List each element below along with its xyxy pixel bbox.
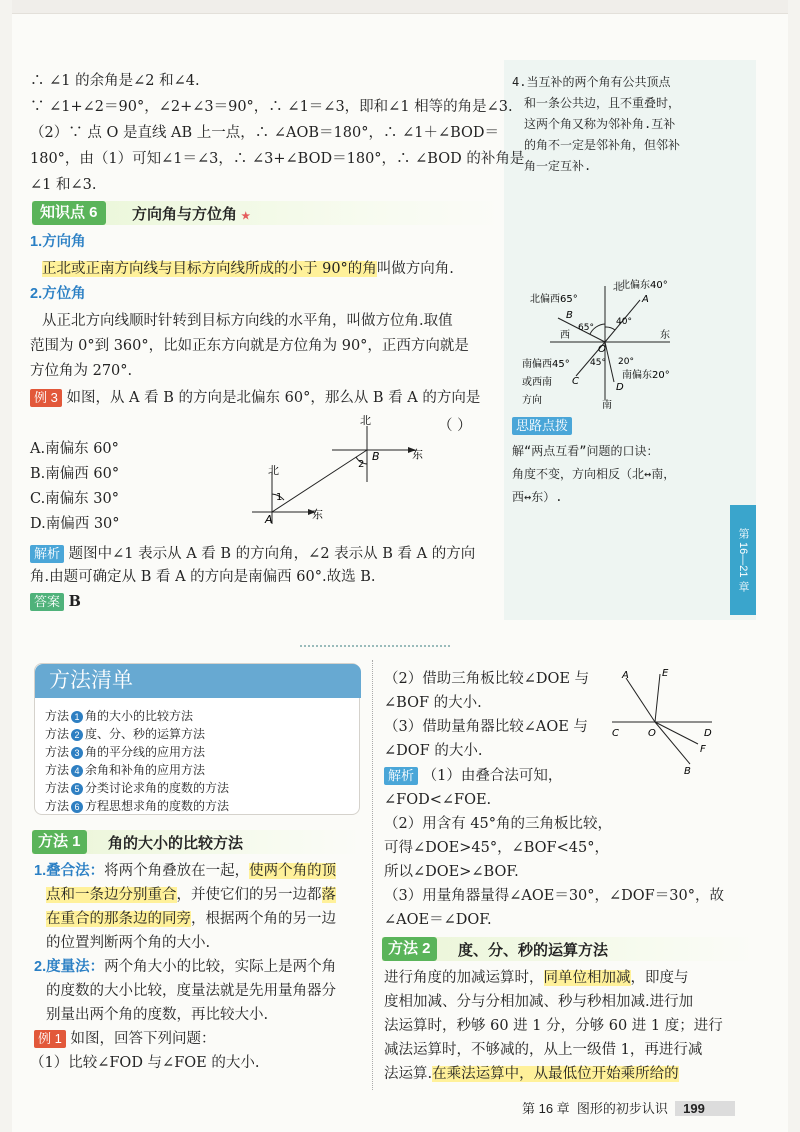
subheading: 2.方位角	[30, 286, 86, 302]
analysis-tag: 解析	[30, 545, 64, 563]
knowledge-point-badge: 知识点 6	[32, 201, 106, 225]
west-label: 西	[560, 330, 570, 341]
point-f-label: F	[700, 744, 706, 755]
method-list-item: 方法 5 分类讨论求角的度数的方法	[45, 781, 230, 795]
method-text: 的度数的大小比较，度量法就是先用量角器分	[46, 983, 336, 999]
analysis-line: 角.由题可确定从 B 看 A 的方向是南偏西 60°.故选 B.	[30, 569, 376, 585]
answer-paren: （ ）	[438, 418, 472, 434]
side-note: 的角不一定是邻补角，但邻补	[524, 138, 681, 152]
answer-tag: 答案	[30, 593, 64, 611]
definition-line: 范围为 0°到 360°，比如正东方向就是方位角为 90°，正西方向就是	[30, 338, 469, 354]
angle-1-label: 1	[276, 492, 283, 503]
side-note: 4.当互补的两个角有公共顶点	[512, 75, 671, 89]
knowledge-point-header	[32, 201, 502, 225]
method-2-header	[382, 937, 756, 961]
sw-label-3: 方向	[522, 395, 542, 406]
method-text: 度相加减、分与分相加减、秒与秒相加减.进行加	[384, 994, 694, 1010]
method-list-item: 方法 6 方程思想求角的度数的方法	[45, 799, 230, 813]
origin-label: O	[598, 344, 606, 355]
method-badge: 方法 1	[32, 830, 87, 854]
option-d: D.南偏西 30°	[30, 516, 120, 532]
analysis-line: ∠AOE＝∠DOF.	[384, 912, 492, 928]
text-line: ∴ ∠1 的余角是∠2 和∠4.	[30, 73, 200, 89]
side-note: 角一定互补.	[524, 159, 592, 173]
example-stem: 例 3 如图，从 A 看 B 的方向是北偏东 60°，那么从 B 看 A 的方向是	[30, 387, 480, 409]
method-text: 的位置判断两个角的大小.	[46, 935, 211, 951]
example-tag: 例 1	[34, 1030, 66, 1048]
east-label: 东	[312, 508, 323, 521]
point-c-label: C	[612, 728, 619, 739]
method-text: 1.叠合法：将两个角叠放在一起，使两个角的顶	[34, 863, 337, 879]
method-text: 法运算时，秒够 60 进 1 分，分够 60 进 1 度；进行	[384, 1018, 723, 1034]
point-b-label: B	[566, 310, 573, 321]
question-text: ∠BOF 的大小.	[384, 695, 482, 711]
ne-label: 北偏东40°	[620, 280, 668, 291]
point-d-label: D	[704, 728, 712, 739]
side-note: 和一条公共边，且不重叠时，	[524, 96, 681, 110]
east-label: 东	[412, 448, 423, 461]
method-list-item: 方法 3 角的平分线的应用方法	[45, 745, 206, 759]
analysis-line: 解析 题图中∠1 表示从 A 看 B 的方向角，∠2 表示从 B 看 A 的方向	[30, 543, 475, 565]
chapter-tab: 第 16—21 章	[730, 505, 756, 615]
question-text: （3）借助量角器比较∠AOE 与	[384, 719, 588, 735]
nw-label: 北偏西65°	[530, 294, 578, 305]
tip-line: 解“两点互看”问题的口诀：	[512, 444, 659, 458]
analysis-line: 所以∠DOE>∠BOF.	[384, 864, 519, 880]
point-a-label: A	[642, 294, 649, 305]
knowledge-point-title: 方向角与方位角 ★	[132, 206, 251, 223]
method-list-box	[34, 663, 360, 815]
tip-header	[512, 415, 572, 437]
method-text: 进行角度的加减运算时，同单位相加减，即度与	[384, 970, 689, 986]
method-list-title: 方法清单	[35, 664, 361, 698]
divider-dots	[300, 645, 450, 647]
angle-label: 20°	[618, 357, 634, 367]
method-text: 法运算.在乘法运算中，从最低位开始乘所给的	[384, 1066, 679, 1082]
page-number: 199	[675, 1101, 735, 1116]
se-label: 南偏东20°	[622, 370, 670, 381]
method-1-header	[32, 830, 362, 854]
east-label: 东	[660, 330, 670, 341]
footer-chapter: 第 16 章	[522, 1101, 570, 1116]
method-list-item: 方法 4 余角和补角的应用方法	[45, 763, 206, 777]
page-footer	[522, 1098, 735, 1117]
footer-title: 图形的初步认识	[576, 1101, 668, 1116]
text-line: （2）∵ 点 O 是直线 AB 上一点，∴ ∠AOB＝180°，∴ ∠1＋∠BOD＝	[30, 125, 500, 141]
top-margin	[12, 0, 788, 14]
point-d-label: D	[616, 382, 624, 393]
method-badge: 方法 2	[382, 937, 437, 961]
answer-line: 答案 B	[30, 591, 81, 613]
tip-line: 西↔东）.	[512, 490, 563, 504]
point-a-label: A	[265, 513, 273, 526]
method-text: 点和一条边分别重合，并使它们的另一边都落	[46, 887, 336, 903]
north-label: 北	[613, 282, 623, 293]
question-text: ∠DOF 的大小.	[384, 743, 483, 759]
method-text: 在重合的那条边的同旁，根据两个角的另一边	[46, 911, 336, 927]
method-list-item: 方法 1 角的大小的比较方法	[45, 709, 194, 723]
angle-2-label: 2	[358, 459, 365, 470]
text-line: ∵ ∠1+∠2＝90°，∠2+∠3＝90°，∴ ∠1＝∠3，即和∠1 相等的角是∠3.	[30, 99, 513, 115]
angle-label: 45°	[590, 358, 606, 368]
angle-label: 40°	[616, 317, 632, 327]
point-c-label: C	[572, 376, 579, 387]
analysis-line: （2）用含有 45°角的三角板比较，	[384, 816, 613, 832]
compass-figure	[510, 272, 710, 412]
text-line: ∠1 和∠3.	[30, 177, 97, 193]
analysis-line: 可得∠DOE>45°，∠BOF<45°，	[384, 840, 609, 856]
tip-tag: 思路点拨	[512, 417, 572, 435]
point-b-label: B	[372, 450, 380, 463]
method-title: 度、分、秒的运算方法	[458, 942, 609, 959]
analysis-line: （3）用量角器量得∠AOE＝30°，∠DOF＝30°，故	[384, 888, 724, 904]
analysis-tag: 解析	[384, 767, 418, 785]
definition-line: 从正北方向线顺时针转到目标方向线的水平角，叫做方位角.取值	[42, 313, 453, 329]
side-note: 这两个角又称为邻补角.互补	[524, 117, 676, 131]
method-list-item: 方法 2 度、分、秒的运算方法	[45, 727, 206, 741]
point-o-label: O	[648, 728, 656, 739]
star-icon: ★	[241, 211, 251, 222]
text-line: 180°，由（1）可知∠1＝∠3，∴ ∠3+∠BOD＝180°，∴ ∠BOD 的补角是	[30, 151, 525, 167]
direction-figure	[232, 412, 442, 532]
example-stem: 例 1 如图，回答下列问题：	[34, 1028, 215, 1050]
point-b-label: B	[684, 766, 691, 776]
page	[12, 0, 788, 1132]
subheading: 1.方向角	[30, 234, 86, 250]
sw-label-2: 或西南	[522, 377, 552, 388]
option-a: A.南偏东 60°	[30, 441, 119, 457]
example-tag: 例 3	[30, 389, 62, 407]
definition-line: 方位角为 270°.	[30, 363, 133, 379]
point-e-label: E	[662, 668, 669, 679]
option-b: B.南偏西 60°	[30, 466, 120, 482]
south-label: 南	[602, 400, 612, 411]
method-text: 减法运算时，不够减的，从上一级借 1，再进行减	[384, 1042, 703, 1058]
method-text: 别量出两个角的度数，再比较大小.	[46, 1007, 269, 1023]
column-divider	[372, 660, 373, 1090]
point-a-label: A	[622, 670, 629, 681]
example-question: （1）比较∠FOD 与∠FOE 的大小.	[30, 1055, 260, 1071]
question-text: （2）借助三角板比较∠DOE 与	[384, 671, 590, 687]
option-c: C.南偏东 30°	[30, 491, 119, 507]
definition-line: 正北或正南方向线与目标方向线所成的小于 90°的角叫做方向角.	[42, 261, 454, 277]
tip-line: 角度不变，方向相反（北↔南，	[512, 467, 676, 481]
north-label: 北	[360, 414, 371, 427]
angle-figure	[602, 664, 722, 776]
method-text: 2.度量法：两个角大小的比较，实际上是两个角	[34, 959, 337, 975]
analysis-line: 解析 （1）由叠合法可知，	[384, 765, 562, 787]
north-label: 北	[268, 464, 279, 477]
sw-label: 南偏西45°	[522, 359, 570, 370]
analysis-line: ∠FOD<∠FOE.	[384, 792, 492, 808]
method-title: 角的大小的比较方法	[108, 835, 244, 852]
angle-label: 65°	[578, 323, 594, 333]
